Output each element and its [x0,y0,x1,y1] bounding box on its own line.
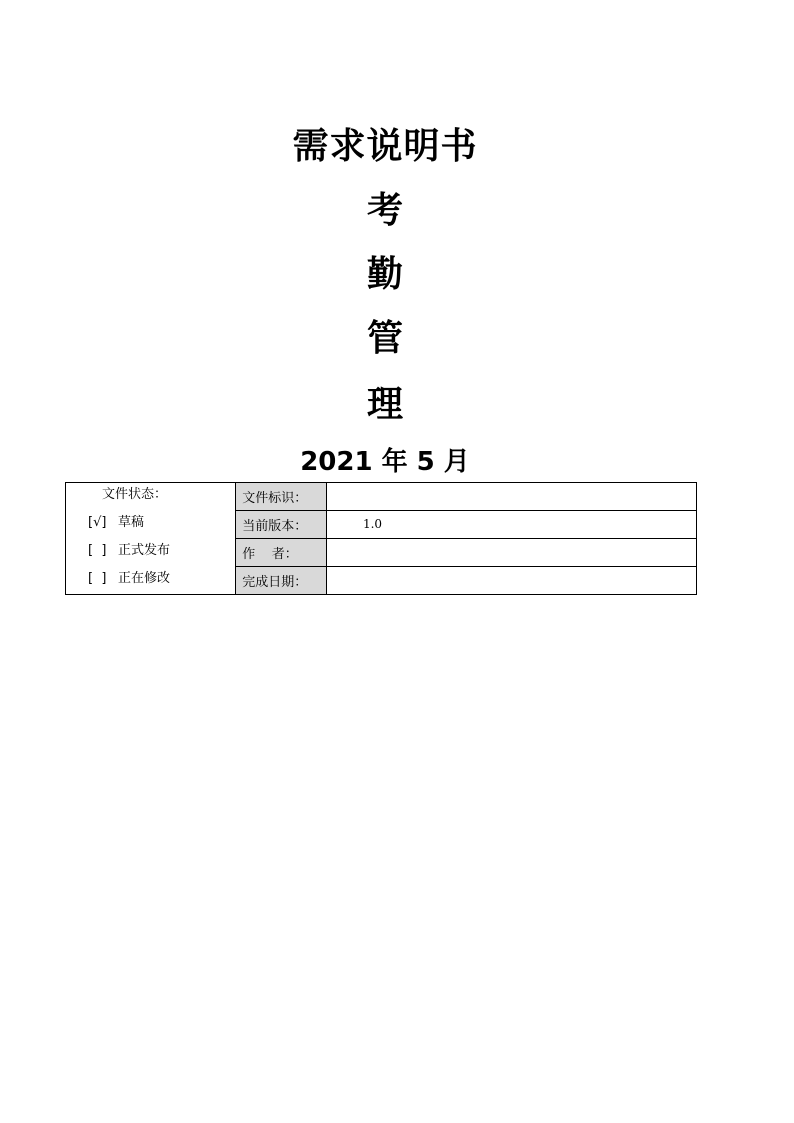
document-title: 需求说明书 [292,126,478,167]
doc-id-label: 文件标识： [236,483,327,511]
status-option-draft [66,513,235,533]
table-row [66,483,697,511]
version-value: 1.0 [362,517,383,531]
status-heading: 文件状态： [102,487,168,502]
author-value [326,539,696,567]
status-option-revising [66,569,235,589]
checkbox-unchecked: [ ] [88,571,107,586]
version-label: 当前版本： [236,511,327,539]
checkbox-unchecked: [ ] [88,543,107,558]
doc-id-value [326,483,696,511]
status-option-released [66,541,235,561]
status-cell [66,483,236,595]
completion-date-value [326,567,696,595]
document-date: 2021 年 5 月 [300,447,470,477]
title-char-2: 勤 [366,254,403,295]
title-char-4: 理 [366,384,403,425]
title-char-1: 考 [366,190,403,231]
status-option-label: 草稿 [118,515,145,530]
author-label: 作 者： [236,539,327,567]
status-option-label: 正在修改 [118,571,171,586]
title-char-3: 管 [366,318,403,359]
document-info-table [65,482,697,595]
status-option-label: 正式发布 [118,543,171,558]
version-cell [326,511,696,539]
checkbox-checked: [√] [88,515,107,530]
completion-date-label: 完成日期： [236,567,327,595]
